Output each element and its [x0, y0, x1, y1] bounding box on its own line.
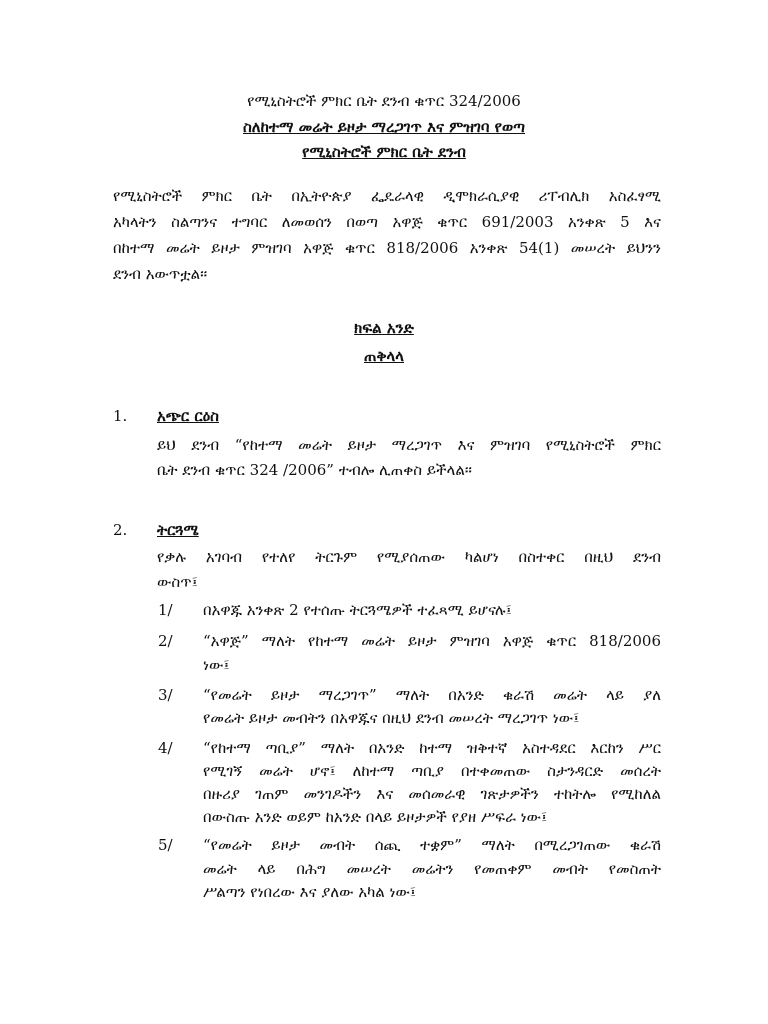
regulation-number-title: የሚኒስትሮች ምክር ቤት ደንብ ቁጥር 324/2006	[247, 92, 521, 110]
definition-number: 1/	[158, 601, 173, 619]
definition-number: 4/	[158, 739, 173, 757]
definition-line: “የመሬት ይዞታ መብት ሰጪ ተቋም” ማለት በሚረጋገጠው ቁራሽ	[203, 836, 661, 854]
section-number: 2.	[113, 521, 128, 539]
part-subtitle: ጠቅላላ	[364, 347, 404, 365]
preamble-line: አካላትን ስልጣንና ተግባር ለመወሰን በወጣ አዋጅ ቁጥር 691/2003 አንቀጽ 5 እና	[113, 213, 661, 231]
definition-line: በአዋጁ አንቀጽ 2 የተሰጡ ትርጓሜዎች ተፈጻሚ ይሆናሉ፤	[203, 601, 512, 619]
section-text-line: የቃሉ አገባብ የተለየ ትርጉም የሚያሰጠው ካልሆነ በስተቀር በዚህ ደንብ	[157, 548, 661, 566]
part-title: ክፍል አንድ	[354, 319, 414, 337]
preamble-line: በከተማ መሬት ይዞታ ምዝገባ አዋጅ ቁጥር 818/2006 አንቀጽ 54(1) መሠረት ይህንን	[113, 239, 661, 257]
regulation-issuer-title: የሚኒስትሮች ምክር ቤት ደንብ	[302, 143, 466, 161]
definition-line: “አዋጅ” ማለት የከተማ መሬት ይዞታ ምዝገባ አዋጅ ቁጥር 818/2006	[203, 632, 661, 650]
definition-line: “የከተማ ጣቢያ” ማለት በአንድ ከተማ ዝቅተኛ አስተዳደር እርከን ሥር	[203, 739, 661, 757]
definition-line: የሚገኝ መሬት ሆኖ፤ ለከተማ ጣቢያ በተቀመጠው ስታንዳርድ መሰረት	[203, 762, 661, 780]
section-text-line: ቤት ደንብ ቁጥር 324 /2006” ተብሎ ሊጠቀስ ይችላል፡፡	[157, 461, 472, 479]
section-text-line: ይህ ደንብ “የከተማ መሬት ይዞታ ማረጋገጥ እና ምዝገባ የሚኒስትሮች ምክር	[157, 436, 661, 454]
definition-number: 5/	[158, 836, 173, 854]
definition-line: “የመሬት ይዞታ ማረጋገጥ” ማለት በአንድ ቁራሽ መሬት ላይ ያለ	[203, 686, 661, 704]
section-heading: ትርጓሜ	[157, 521, 199, 539]
section-text-line: ውስጥ፤	[157, 573, 198, 591]
definition-line: ሥልጣን የነበረው እና ያለው አካል ነው፤	[203, 883, 417, 901]
definition-line: በውስጡ አንድ ወይም ከአንድ በላይ ይዞታዎች የያዘ ሥፍራ ነው፤	[203, 808, 548, 826]
definition-line: ነው፤	[203, 656, 230, 674]
section-number: 1.	[113, 407, 128, 425]
definition-line: የመሬት ይዞታ መብትን በአዋጁና በዚህ ደንብ መሠረት ማረጋገጥ ነው፤	[203, 709, 580, 727]
definition-number: 2/	[158, 632, 173, 650]
definition-line: መሬት ላይ በሕግ መሠረት መሬትን የመጠቀም መብት የመስጠት	[203, 860, 661, 878]
preamble-line: ደንብ አውጥቷል፡፡	[113, 265, 208, 283]
regulation-subject-title: ስለከተማ መሬት ይዞታ ማረጋገጥ እና ምዝገባ የወጣ	[243, 118, 525, 136]
section-heading: አጭር ርዕስ	[157, 407, 219, 425]
definition-line: በዙሪያ ገጠም መንገዶችን እና መሰመራዊ ገጽታዎችን ተከትሎ የሚከለል	[203, 785, 661, 803]
definition-number: 3/	[158, 686, 173, 704]
preamble-line: የሚኒስትሮች ምክር ቤት በኢትዮጵያ ፌዴራላዊ ዲሞክራሲያዊ ሪፐብሊክ አስፈፃሚ	[113, 187, 661, 205]
